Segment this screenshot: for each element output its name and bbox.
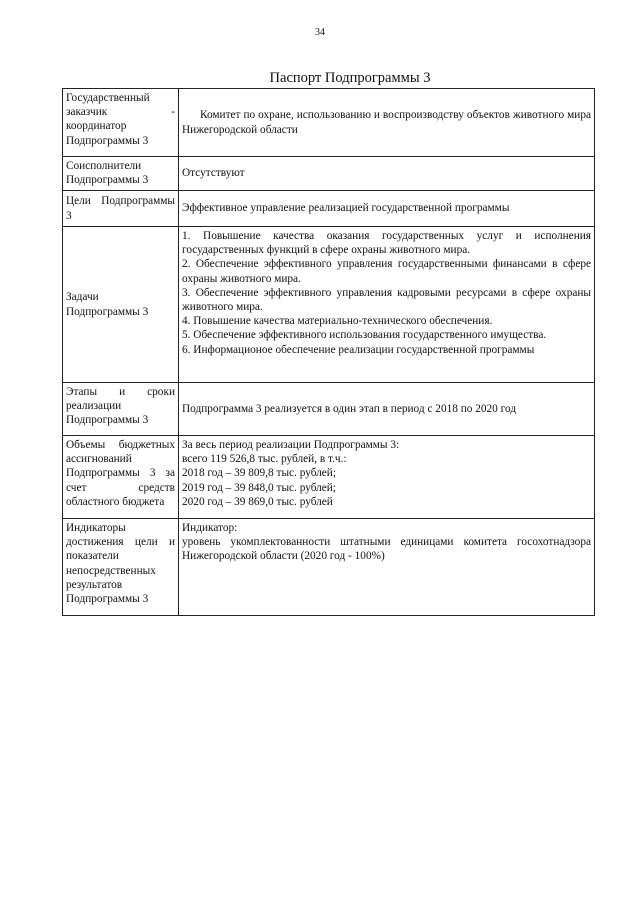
label-indicators: Индикаторы достижения цели и показатели непосредственных результатов Подпрограммы 3 (63, 519, 179, 616)
table-row-indicators (63, 519, 595, 616)
page-number: 34 (315, 27, 325, 38)
label-goals: Цели Подпрограммы 3 (63, 191, 179, 227)
table-row-customer (63, 89, 595, 157)
value-stages: Подпрограмма 3 реализуется в один этап в период с 2018 по 2020 год (179, 383, 595, 436)
task-item: 4. Повышение качества материально-технического обеспечения. (182, 315, 493, 328)
indicator-title: Индикатор: (182, 522, 238, 534)
label-customer: Государственный заказчик - координатор Подпрограммы 3 (63, 89, 179, 157)
value-indicators (179, 519, 595, 616)
value-budget (179, 436, 595, 519)
table-row-coexecutors (63, 157, 595, 191)
value-tasks (179, 227, 595, 383)
task-item: 5. Обеспечение эффективного использования государственного имущества. (182, 329, 547, 342)
label-budget: Объемы бюджетных ассигнований Подпрограммы 3 за счет средств областного бюджета (63, 436, 179, 519)
label-stages: Этапы и сроки реализации Подпрограммы 3 (63, 383, 179, 436)
passport-table (62, 88, 595, 616)
document-title: Паспорт Подпрограммы 3 (269, 70, 431, 86)
table-row-goals (63, 191, 595, 227)
budget-line: 2019 год – 39 848,0 тыс. рублей; (182, 481, 336, 494)
task-item: 3. Обеспечение эффективного управления кадровыми ресурсами в сфере охраны животного мира. (182, 286, 591, 314)
table-row-stages (63, 383, 595, 436)
table-row-budget (63, 436, 595, 519)
budget-line: За весь период реализации Подпрограммы 3: (182, 439, 400, 451)
value-coexecutors: Отсутствуют (179, 157, 595, 191)
task-item: 6. Информационое обеспечение реализации государственной программы (182, 343, 535, 356)
label-tasks: Задачи Подпрограммы 3 (63, 227, 179, 383)
table-row-tasks (63, 227, 595, 383)
budget-line: всего 119 526,8 тыс. рублей, в т.ч.: (182, 453, 347, 466)
budget-line: 2020 год – 39 869,0 тыс. рублей (182, 495, 333, 508)
task-item: 1. Повышение качества оказания государственных услуг и исполнения государственных функций в сфере охраны животного мира. (182, 230, 591, 257)
value-goals: Эффективное управление реализацией государственной программы (179, 191, 595, 227)
budget-line: 2018 год – 39 809,8 тыс. рублей; (182, 467, 336, 480)
indicator-text: уровень укомплектованности штатными единицами комитета госохотнадзора Нижегородской области (2020 год - 100%) (182, 536, 591, 563)
task-item: 2. Обеспечение эффективного управления государственными финансами в сфере охраны животного мира. (182, 258, 591, 285)
value-customer: Комитет по охране, использованию и воспроизводству объектов животного мира Нижегородской области (179, 89, 595, 157)
label-coexecutors: Соисполнители Подпрограммы 3 (63, 157, 179, 191)
